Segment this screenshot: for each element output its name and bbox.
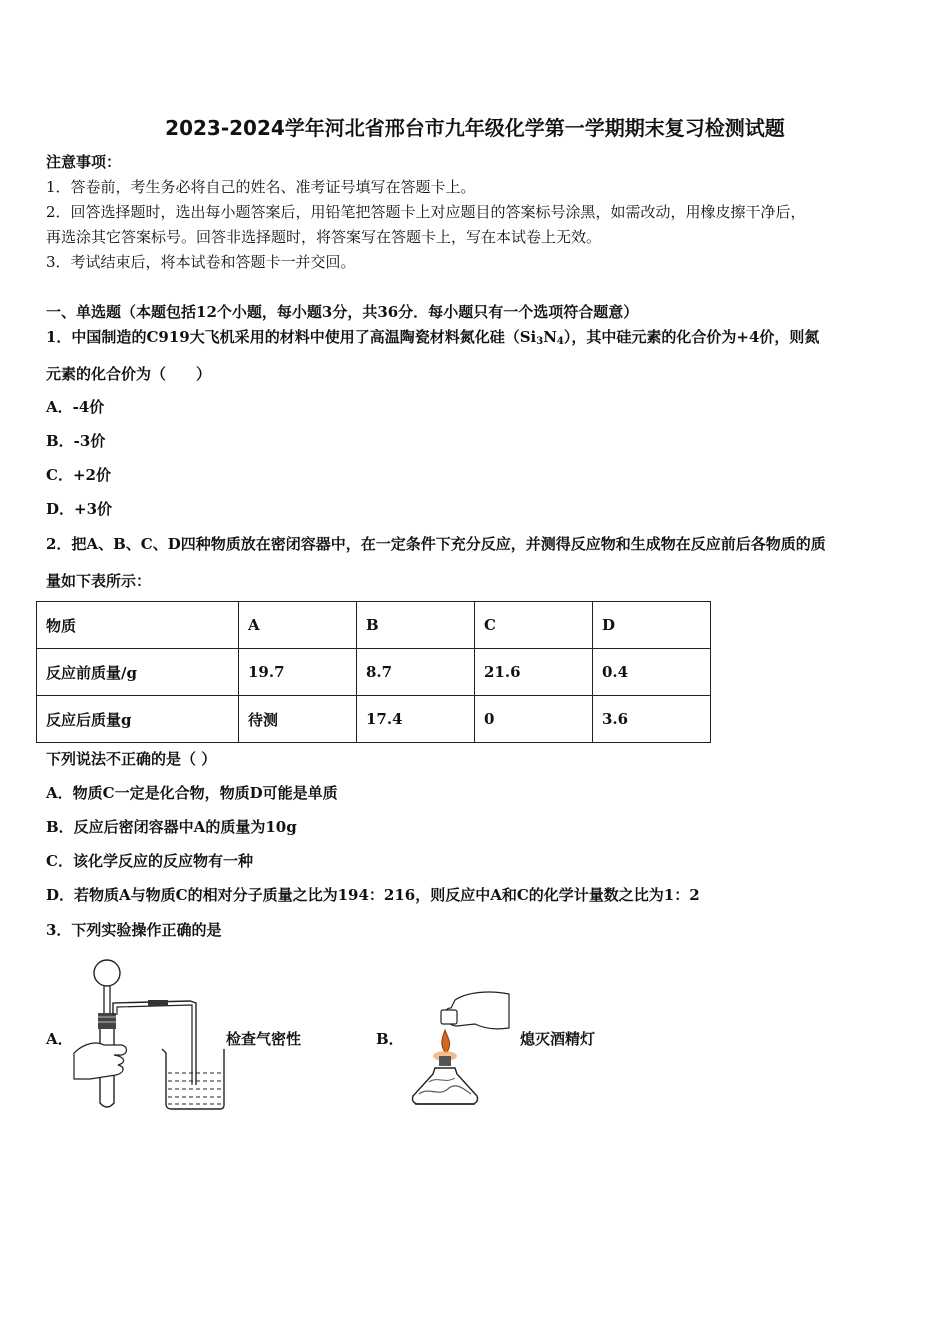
q2-option-a: A．物质C一定是化合物，物质D可能是单质 — [46, 784, 338, 802]
table-cell: A — [239, 602, 357, 649]
table-cell: 反应后质量g — [37, 696, 239, 743]
table-cell: 0 — [475, 696, 593, 743]
q2-option-c: C．该化学反应的反应物有一种 — [46, 852, 253, 870]
q3-option-a-label: A． — [46, 1030, 73, 1048]
q3-stem: 3．下列实验操作正确的是 — [46, 921, 222, 939]
table-cell: D — [593, 602, 711, 649]
q1-stem-line2: 元素的化合价为（ ） — [46, 365, 212, 383]
section-heading: 一、单选题（本题包括12个小题，每小题3分，共36分．每小题只有一个选项符合题意） — [46, 303, 639, 321]
notice-item-2: 2．回答选择题时，选出每小题答案后，用铅笔把答题卡上对应题目的答案标号涂黑，如需改动，用橡皮擦干净后， — [46, 203, 806, 221]
q1-option-d: D．+3价 — [46, 500, 113, 518]
q3-option-b-label: B． — [376, 1030, 404, 1048]
q1-option-c: C．+2价 — [46, 466, 111, 484]
table-cell: 19.7 — [239, 649, 357, 696]
table-cell: 17.4 — [357, 696, 475, 743]
table-header-row — [37, 602, 711, 649]
q2-prompt: 下列说法不正确的是（ ） — [46, 750, 217, 768]
mass-table — [36, 601, 711, 743]
q1-option-a: A．-4价 — [46, 398, 105, 416]
table-cell: 3.6 — [593, 696, 711, 743]
notice-item-1: 1．答卷前，考生务必将自己的姓名、准考证号填写在答题卡上。 — [46, 178, 476, 196]
q2-stem-line1: 2．把A、B、C、D四种物质放在密闭容器中，在一定条件下充分反应，并测得反应物和生成物在反应前后各物质的质 — [46, 535, 826, 553]
q2-stem-line2: 量如下表所示： — [46, 572, 152, 590]
table-cell: 21.6 — [475, 649, 593, 696]
notice-item-3: 3．考试结束后，将本试卷和答题卡一并交回。 — [46, 253, 356, 271]
airtightness-check-illustration — [70, 957, 230, 1113]
notice-heading: 注意事项： — [46, 153, 122, 171]
table-cell: 8.7 — [357, 649, 475, 696]
table-cell: 0.4 — [593, 649, 711, 696]
q2-option-b: B．反应后密闭容器中A的质量为10g — [46, 818, 297, 836]
table-row — [37, 696, 711, 743]
table-cell: 物质 — [37, 602, 239, 649]
table-cell: B — [357, 602, 475, 649]
q3-option-a-caption: 检查气密性 — [226, 1030, 302, 1048]
q2-option-d: D．若物质A与物质C的相对分子质量之比为194：216，则反应中A和C的化学计量数之比为1：2 — [46, 886, 700, 904]
exam-title: 2023-2024学年河北省邢台市九年级化学第一学期期末复习检测试题 — [165, 116, 785, 140]
table-cell: 待测 — [239, 696, 357, 743]
table-cell: 反应前质量/g — [37, 649, 239, 696]
q3-option-b-caption: 熄灭酒精灯 — [520, 1030, 596, 1048]
table-cell: C — [475, 602, 593, 649]
q1-option-b: B．-3价 — [46, 432, 106, 450]
q1-stem-line1: 1．中国制造的C919大飞机采用的材料中使用了高温陶瓷材料氮化硅$(Si_3N_4)$，其中硅元素的化合价为+4价，则氮 — [46, 328, 820, 347]
table-row — [37, 649, 711, 696]
alcohol-lamp-illustration — [405, 990, 515, 1112]
notice-item-2-cont: 再选涂其它答案标号。回答非选择题时，将答案写在答题卡上，写在本试卷上无效。 — [46, 228, 602, 246]
